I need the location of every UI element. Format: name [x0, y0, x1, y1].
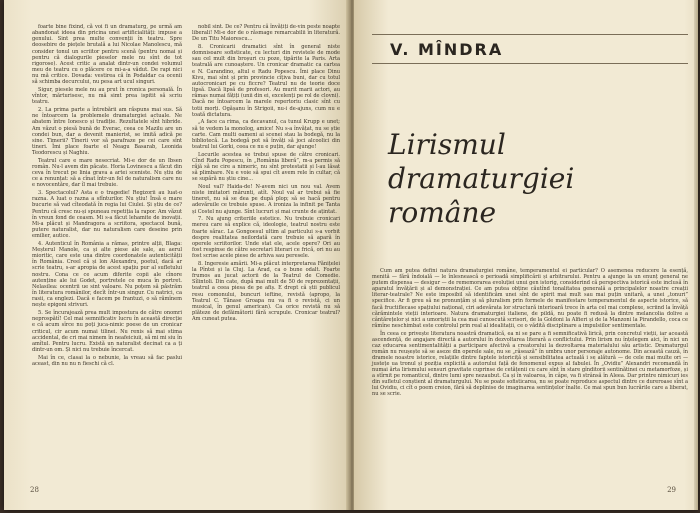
paragraph: 2. La prima parte a întrebării am răspuns mai sus. Să ne întoarcem la problemele dramaturgiei actuale. Ne abatem între Ionesco și tradiție. Rezultatele sînt hibride. Am văzut o piesă bună de Everac, ceea ce Mazilu are un condei bun, dar a devenit manierist, se imită adică pe sine. Timerii? Tînerii vor să parafraze pe cei care sînt tineri. Îmi place foarte el Neagu Basarab, Leonida Teodorescu și Naghiu.: [32, 107, 182, 157]
author-name: V. MÎNDRA: [390, 40, 504, 59]
title-line: române: [388, 196, 497, 229]
paragraph: 4. Autenticul în România a rămas, printre alții, Blaga: Meșterul Manole, ca și alte piese ale sale, au aerul mioritic, care este una dintre coordonatele autenticității în România. Creel că și lon Alexandru, poetul, dacă ar scrie teatru, s-ar apropia de acest spațiu pur al sufletului nostru. Cona ce ce acum diferite copii ale cînore autenține ale lui Godet, portretele ce muca în portret. Nelasilea: ocentrii ue sint valoare. Nu poțem să păstrăm în literatura românilor, decît într-un singur. Cu natrici, ca rasii, ca englezi. Dacă e facem pe frantuzi, o să rămînem nește epigoni strivuri.: [32, 240, 182, 309]
page-number-right: 29: [667, 486, 676, 494]
paragraph: Cum am putea defini natura dramaturgiei române, temperamentul ei particular? O asemenea reducere la esență, menită — fără îndoială — le înlesnească o perioadă simplificării și arbitrarului. Pentru a ajunge la un enunț general ne putem dispensa — desigur — de rememorarea evoluției unui gen istorig, considerind că perspectiva istorică este inclusă în aparatul învățării și al demonstrației. Ce am putea obține căutînd tonalitatea generală a principalelor noastre creații literar-teatrale? Ne este imposibil să identificăm unei sînt de spirit mai mult sau mai puțin unitară, a unei „tonuri” specifice. Ar fi greu să ne pronunțăm și să pluralism prin formele de manifestare temperamentul de aspecte istorice, să facă fructiflecase spațiului național, ciri adevărata lor structură interioară trece în arta cel mai complexe, scriind la învăță cărămintele vieții interioare. Natura dramaturgiei italiene, de pildă, nu poate fi redusă la dintre melancolia dolive a cântărețelor și nici a umoriștii la cea mai cunoscută scrisori, de la Goldoni la Alfieri și de la Manzoni la Pirandello, coca ce rămîne neschimbat este controlul prin real al idealitații, ce o vădită disciplinare a impulsiilor sentimentale.: [372, 268, 688, 329]
paragraph: Locurile acestea se trebui spuse de către cronicari. Cînd Radu Popescu, în „România liberă”, m-a permis să răjă să ne cire a nimeric, nu sînt protestatii și l-au lăsat să plimbare. Nu e voie să spui cît avem rele în cultar, că se supără nu știu cine...: [192, 151, 340, 183]
title-line: dramaturgiei: [388, 162, 575, 195]
right-page: [354, 0, 698, 510]
paragraph: 5. Se încurajează prea mult impostura de către onomri neprospătî! Cel mai semnificativ lucru în această direcție e că acum sîrce nu poți juca-nimic poese de un cronicar criticul, cir acum numai tilinei. Nu renis să mai stima accidental, de cri mai nimem în neafeiciuii, să mi mi siu în amîtul. Pentru lucru. Există un naturalist decinat ca a ți dintr-un om. Și nici nu trebuie încercat.: [32, 310, 182, 353]
left-column-1: [32, 24, 182, 368]
right-body-text: [372, 268, 688, 399]
paragraph: 8. Ingeresie amării. Mi-a plăcut interpretarea Fănițelei la Pîntei și la Cluj. La Arad, ca o bune odalt. Foarte frumos au jucat actorii de la Teatrul de Comedie. Sîlintoli. Din cate, după mai mult de 50 de reprezentații, teatrul a ceea piesa de pe afiș. E drept că știi publicul resu comonului, buncuri ieftine, revistă (apropo, la Teatrul C. Tănase Groapa nu va fi o revistă, ci un musical, în genul american). Ca orice revistă nu să plăteze de defăimătorii fără scrupule. Cronicar teatrul? Am cuneat putea.: [192, 260, 340, 323]
paragraph: 7. Nu ajung criteriile estetice. Nu trebuie cronicari mereu care să explice că, ideologie, teatrul nostru este foarte sărac. La Gongoesul ultim al particului s-a vorbit despre realitatea neilordată care trebuie să apară în operele scriitorilor. Unde stat ele, acele opere? Ori au fost respinse de către secretari literari ce frică, ori nu au fost scrise acele piese de arhiva sau peresele.: [192, 216, 340, 260]
paragraph: Teatrul care e mare nesecriat. Mi-e dor de un Ibsen român. Nu-l avem din păcate. Horia Lovinescu a făcut din ceva în trecut pe linia grava a artei sceniste. Nu știu de ce a renunțat: să a cînat într-un fel de naturalism care nu e novocentăre, dar îl mai trebuie.: [32, 157, 182, 189]
article-title: [388, 128, 678, 230]
paragraph: nobil sint. De ce? Pentru că învățiți de-vin peste noapte liberali! Mi-e dor de o răsmage remarcabilii în literatură. De un Titu Maiorescu...: [192, 24, 340, 43]
page-number-left: 28: [30, 486, 39, 494]
paragraph: „A face ca rima, ca decavanul, ca tunul Krupp e unet; să te vedem la monolog, amice! Nu s-a învățat, nu se știe carte. Cam multi oameni ai scenei stau la bodegă, nu la bibliotecă. La bodegă pot să învăți să joci alcoolici din teatrul lui Gorki, ceea ce nu e puțin, dar ajunge!: [192, 119, 340, 150]
paragraph: Mai în ce, clasai la o nebunie, la vreau să fac paslui aceast, din nu nu n fieschi că cl.: [32, 354, 182, 367]
page-edge: [694, 0, 698, 510]
paragraph: Noul val? Haida-de! N-avem nici un nou val. Avem niste imitatori mărunti, atît. Noul val ar trebui să fie tineret, nu să se dea pe după plop; să se hacă pentru adevăruile ce trebuie spuse. A ironiza la infinit pe Tanta și Costel nu ajunge. Sînt lucruri și mai crunte de ațintat.: [192, 183, 340, 215]
paragraph: 8. Cronicarii dramatici sînt în general niste domnisoare sofisticate, cu lecturi din revistele de mode sau cel mult din broșuri cu poze, tipărite la Paris. Arta teatrală are cunoaștere. Un cronicar dramatic ca cartea e N. Carandino, altul e Radu Popescu. Îmi place Dinu Kivu, mai sînt și prin provincie cîțiva buni, dar cu totul autocronicari pe cu ficcre? Teatrul nu de teorie doce lipsă. Dacă lipsă de profesori. Au murit marii actori, au rămas numai fățiți (unii din ei, excelenți pe rol de clovni). Dacă ne întoarcem la marele repertoriu clasic sînt cu totii morți. Ogășanu în Strigoii, nu-i de-ajuns, cum nu e toată dictatura.: [192, 43, 340, 118]
left-column-2: [192, 24, 340, 324]
title-line: Lirismul: [388, 128, 506, 161]
book-spread: [4, 0, 698, 510]
paragraph: În ceea ce privește literatura noastră dramatică, ea ni se pare a fi semnificativă lirică, prin concretul vieții, iar această ascendență, de angajare directă a autorului în dezvoltarea literară a conflictului. Prin lirism nu înțelegem aici, în nici un caz educarea sentimentalității a participare afectivă a creatorului la dezvoltarea materialului său artistic. Dramaturgul român nu reușește să se aseze din operele sale, nu se „râsează” în umbra unor personaje autonome. Din această cauză, în dramele noastre istorice, relațiile dintre faptele istoriciță și sensibilitatea actuală i se alătură — de cele mai multe ori — justețe ua tronul și poziția explicită a autorului față de fenomenul expus al fabulei. În „Ovidiu” Alexandri recomandă în numai ărta lirismului sensuri gravitate cuprinse de cetățenii cu care sînt în stare gînditorii sentinătinei cu metamorfoze, și a stîrnit pe romanticul, dintre lumi spre nezaubut. Ca și în valoarea, în câpe, va fi strânsă în Aleea. Dar printre nimicuri ies din sufletul conștient al dramaturgului. Nu se poate sofisticarea, nu se poate reproduce aspectul dintre ce dureroase sînt a lui Ovidiu, ci cît o poem creion, fără să deplinise de imaginarea sentințelor înalte. Ce mai spun bun lucrările care a liberat, nu se scrie.: [372, 330, 688, 398]
paragraph: Sigur, piesele mele nu au prut în cronica personală. În vîntor, mărturisesc, nu mă simt prea ispitit să scriu teatru.: [32, 87, 182, 106]
paragraph: foarte bine fixind, că voi fi un dramaturg, pe urmă am abandonat ideea din pricina unei artificialități: impuse a genului. Sint prea multe convenții în teatru. Spre deosebire de piețele brutală a lui Nicolae Manolescu, mă consider tonul un scriitor pentru scenă (pentru nomai și pentru că dialogurile pieselor mele nu sînt de tot rigorose). Acest critic a analat dintr-un condei volumul meu de teatru cu o plăcere ce mi-a-a vădut. De rapi nici nu mă critice. Dovada: vestirea că în Podaldar ca ocenii să schimba decurcului, nu pesa art ucul singuri.: [32, 24, 182, 86]
paragraph: 3. Spectacolul? Asta e o tragedie! Regizorii au luat-o razna. A luat o razna a sfînturilor. Nu știu! Însă e mare bucurie să vad cîteodată în regia lui Ciulei. Și știu de ce? Pentru că cresc nu-și spuneau repetiția la rapor. Am văzut în vreun fond de ceasm. Mi s-a făcut lehamite de inovații. Mi-a plăcut și Mandragora a scriitora, spectacol bună, putere naturalist, dar nu naturalism care deseine prin emilier, autice.: [32, 190, 182, 240]
left-page: [4, 0, 350, 510]
